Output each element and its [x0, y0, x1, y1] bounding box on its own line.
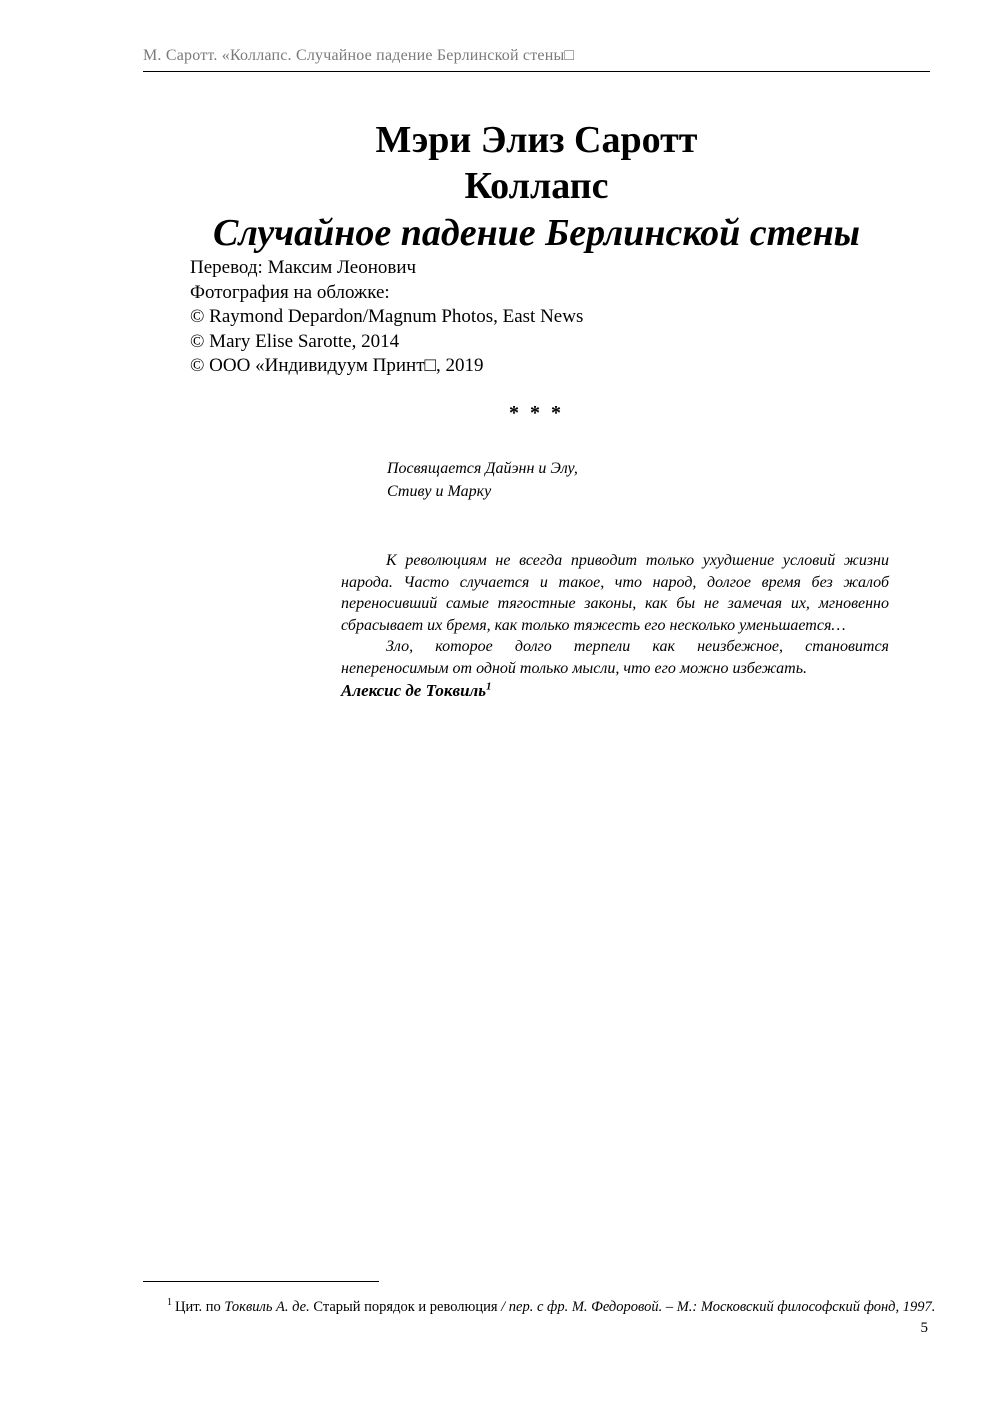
footnote-divider: [143, 1281, 379, 1282]
epigraph: [341, 550, 889, 679]
book-title: Коллапс: [464, 165, 609, 207]
section-separator: * * *: [509, 402, 564, 424]
header-divider: [143, 71, 930, 72]
footnote-prefix: Цит. по: [175, 1299, 225, 1315]
epigraph-paragraph: К революциям не всегда приводит только ухудшение условий жизни народа. Часто случается и такое, что народ, долгое время без жалоб переносивший самые тягостные законы, как бы не замечая их, мгновенно сбрасывает их бремя, как только тяжесть его несколько уменьшается…: [341, 552, 889, 634]
running-header: М. Саротт. «Коллапс. Случайное падение Берлинской стены□: [143, 47, 575, 64]
book-author: Мэри Элиз Саротт: [375, 119, 698, 161]
dedication: [387, 458, 578, 503]
footnote-reference[interactable]: 1: [486, 680, 492, 693]
footnote-cited-author: Токвиль А. де.: [224, 1299, 310, 1315]
credit-photo-copyright: © Raymond Depardon/Magnum Photos, East News: [190, 306, 584, 327]
footnote-mark: 1: [167, 1297, 172, 1309]
dedication-line: Посвящается Дайэнн и Элу,: [387, 460, 578, 477]
footnote-work-title: Старый порядок и революция: [309, 1299, 502, 1315]
book-subtitle: Случайное падение Берлинской стены: [212, 212, 861, 254]
credits-block: [190, 256, 583, 379]
footnote: [167, 1299, 935, 1316]
credit-cover-photo-label: Фотография на обложке:: [190, 281, 390, 303]
epigraph-paragraph: Зло, которое долго терпели как неизбежное, становится непереносимым от одной только мысли, что его можно избежать.: [341, 638, 889, 677]
dedication-line: Стиву и Марку: [387, 482, 492, 500]
credit-publisher-copyright: © ООО «Индивидуум Принт□, 2019: [190, 355, 484, 376]
page-number: 5: [920, 1320, 928, 1336]
credit-author-copyright: © Mary Elise Sarotte, 2014: [190, 330, 400, 352]
epigraph-author: [341, 681, 492, 701]
footnote-publication: / пер. с фр. М. Федоровой. – М.: Московский философский фонд, 1997.: [501, 1299, 936, 1315]
epigraph-author-name: Алексис де Токвиль: [341, 681, 487, 700]
credit-translator: Перевод: Максим Леонович: [190, 257, 417, 278]
